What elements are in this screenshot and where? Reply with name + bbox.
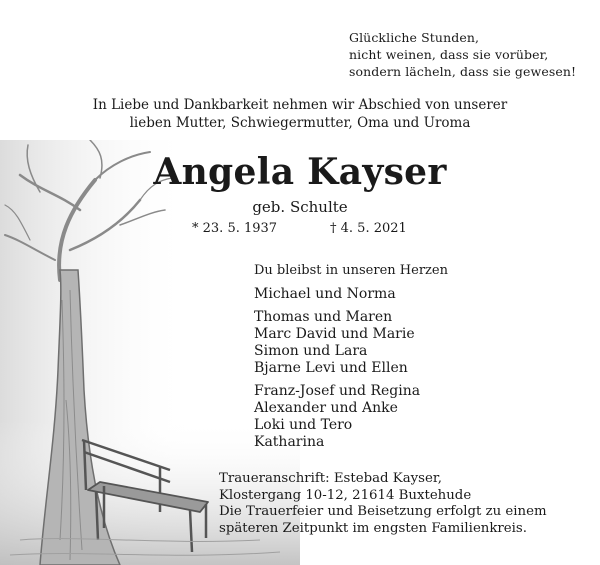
mourner-line: Simon und Lara	[254, 343, 368, 359]
mourner-line: Franz-Josef und Regina	[254, 383, 421, 399]
intro-line: lieben Mutter, Schwiegermutter, Oma und Uroma	[129, 115, 471, 131]
poem-line: Glückliche Stunden,	[349, 30, 480, 45]
poem	[349, 29, 589, 80]
mourner-group	[254, 383, 554, 451]
mourner-line: Michael und Norma	[254, 286, 396, 302]
mourner-line: Marc David und Marie	[254, 326, 415, 342]
mourner-group	[254, 309, 554, 377]
mourner-group	[254, 286, 554, 303]
birth-date: * 23. 5. 1937	[192, 221, 278, 236]
mourners-heading: Du bleibst in unseren Herzen	[254, 263, 448, 278]
mourner-line: Thomas und Maren	[254, 309, 393, 325]
mourner-line: Katharina	[254, 434, 325, 450]
farewell-intro	[0, 96, 600, 132]
mourner-line: Alexander und Anke	[254, 400, 398, 416]
mourners-list	[254, 262, 554, 457]
address-line: Klostergang 10-12, 21614 Buxtehude	[219, 487, 472, 503]
poem-line: sondern lächeln, dass sie gewesen!	[349, 64, 577, 79]
address-line: späteren Zeitpunkt im engsten Familienkreis.	[219, 520, 527, 536]
address-block	[219, 471, 589, 537]
address-line: Traueranschrift: Estebad Kayser,	[219, 471, 442, 486]
mourner-line: Bjarne Levi und Ellen	[254, 360, 408, 376]
intro-line: In Liebe und Dankbarkeit nehmen wir Abschied von unserer	[92, 97, 508, 113]
poem-line: nicht weinen, dass sie vorüber,	[349, 47, 549, 62]
deceased-name: Angela Kayser	[153, 151, 447, 193]
address-line: Die Trauerfeier und Beisetzung erfolgt zu einem	[219, 504, 547, 519]
mourner-line: Loki und Tero	[254, 417, 353, 433]
death-date: † 4. 5. 2021	[330, 221, 407, 236]
maiden-name: geb. Schulte	[252, 198, 348, 216]
